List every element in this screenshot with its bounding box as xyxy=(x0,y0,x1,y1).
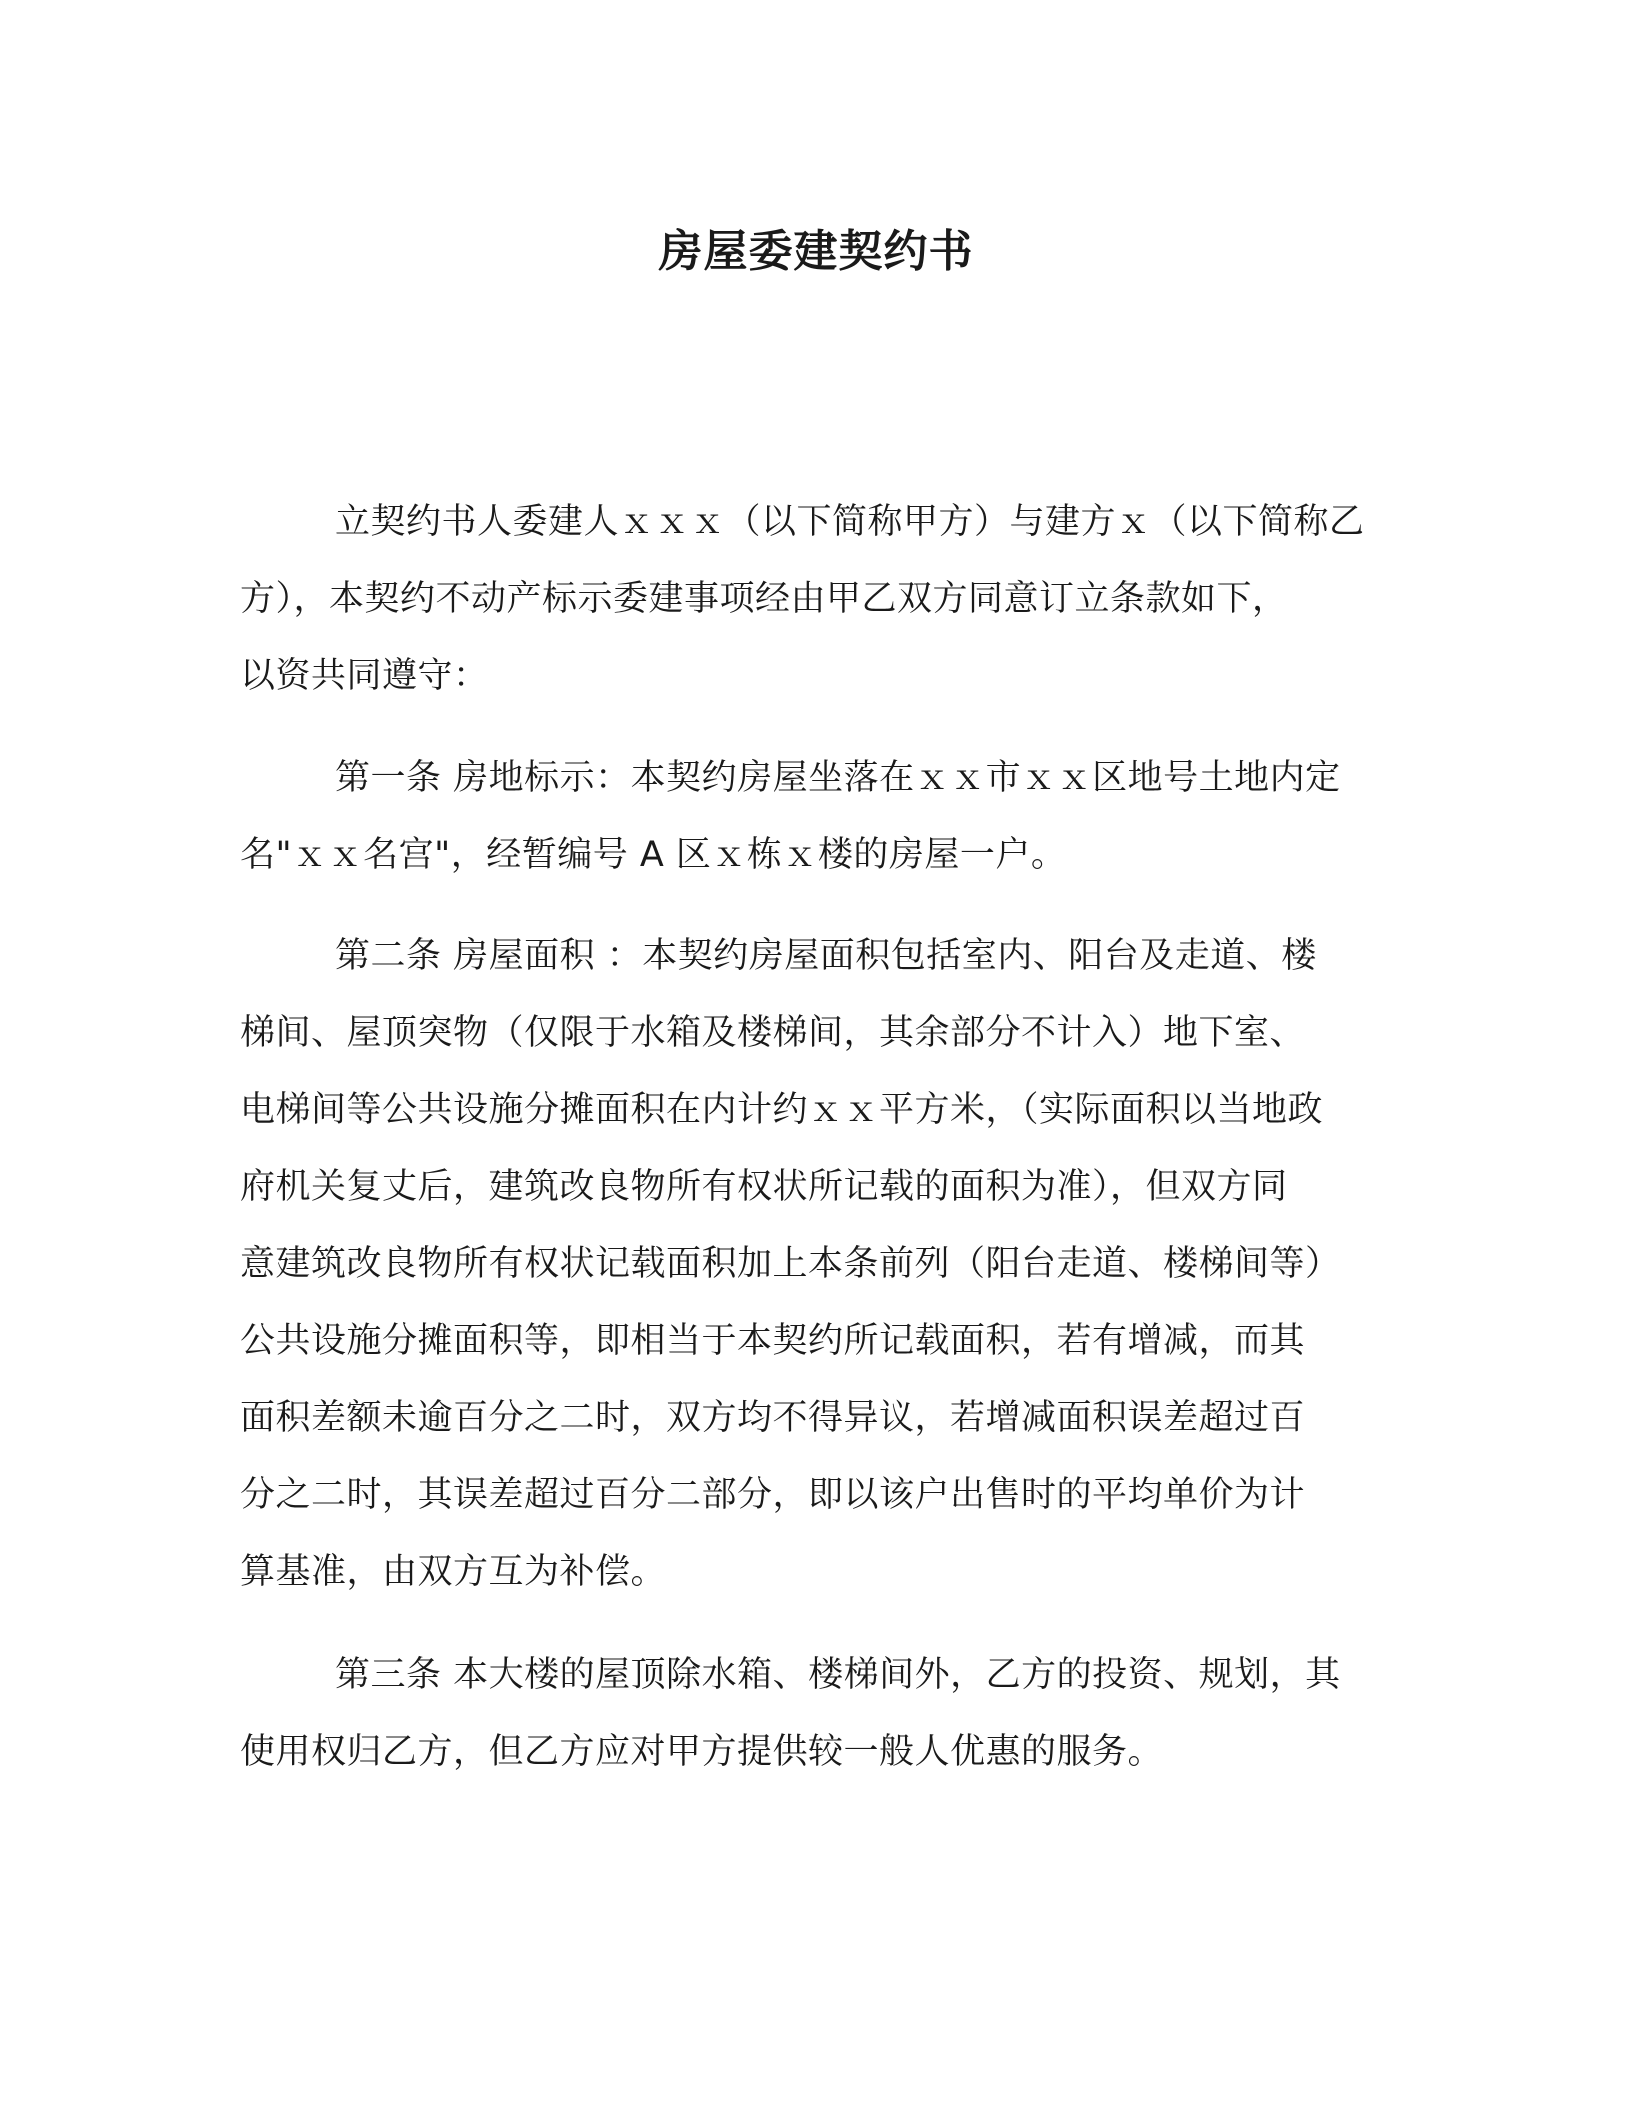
paragraph-intro xyxy=(240,484,1390,715)
paragraph-line: 第一条 房地标示：本契约房屋坐落在ｘｘ市ｘｘ区地号土地内定 xyxy=(335,758,1341,798)
paragraph-line: 名"ｘｘ名宫"，经暂编号 A 区ｘ栋ｘ楼的房屋一户。 xyxy=(240,835,1067,875)
paragraph-line: 以资共同遵守： xyxy=(240,656,489,696)
paragraph-line: 公共设施分摊面积等，即相当于本契约所记载面积，若有增减，而其 xyxy=(240,1321,1306,1361)
paragraph-line: 府机关复丈后，建筑改良物所有权状所记载的面积为准），但双方同 xyxy=(240,1167,1288,1207)
paragraph-line: 梯间、屋顶突物（仅限于水箱及楼梯间，其余部分不计入）地下室、 xyxy=(240,1013,1306,1053)
paragraph-line: 方），本契约不动产标示委建事项经由甲乙双方同意订立条款如下， xyxy=(240,579,1288,619)
paragraph-line: 意建筑改良物所有权状记载面积加上本条前列（阳台走道、楼梯间等） xyxy=(240,1244,1341,1284)
paragraph-line: 立契约书人委建人ｘｘｘ（以下简称甲方）与建方ｘ（以下简称乙 xyxy=(335,502,1365,542)
paragraph-line: 面积差额未逾百分之二时，双方均不得异议，若增减面积误差超过百 xyxy=(240,1398,1306,1438)
paragraph-line: 第二条 房屋面积 ：本契约房屋面积包括室内、阳台及走道、楼 xyxy=(335,936,1317,976)
paragraph-line: 使用权归乙方，但乙方应对甲方提供较一般人优惠的服务。 xyxy=(240,1732,1164,1772)
paragraph-article-3 xyxy=(240,1637,1390,1791)
document-title: 房屋委建契约书 xyxy=(658,226,974,277)
paragraph-line: 算基准，由双方互为补偿。 xyxy=(240,1552,667,1592)
paragraph-line: 分之二时，其误差超过百分二部分，即以该户出售时的平均单价为计 xyxy=(240,1475,1306,1515)
paragraph-line: 电梯间等公共设施分摊面积在内计约ｘｘ平方米，（实际面积以当地政 xyxy=(240,1090,1324,1130)
paragraph-article-2 xyxy=(240,918,1390,1611)
paragraph-article-1 xyxy=(240,740,1390,894)
paragraph-line: 第三条 本大楼的屋顶除水箱、楼梯间外，乙方的投资、规划，其 xyxy=(335,1655,1341,1695)
